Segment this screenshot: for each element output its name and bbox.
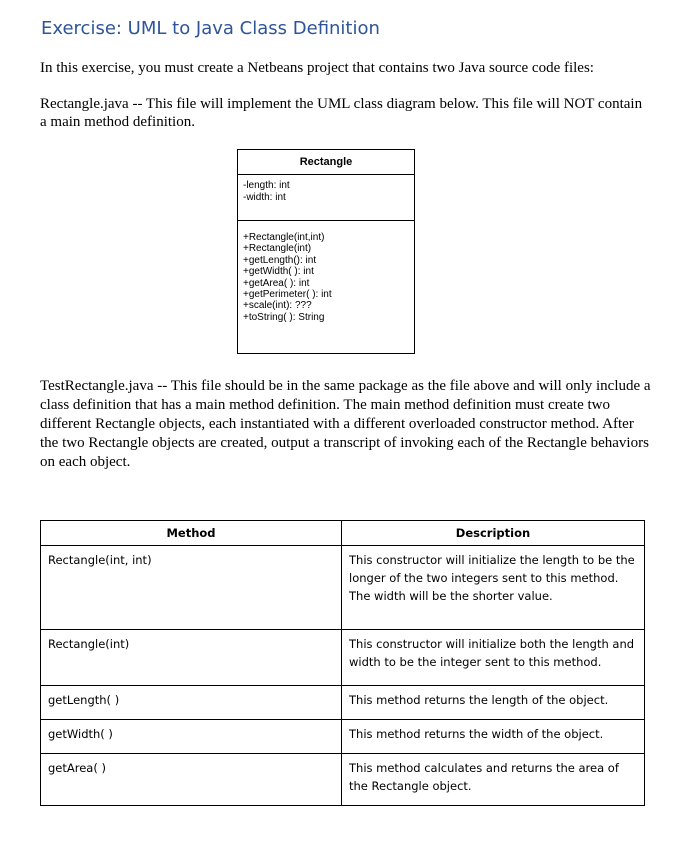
description-cell xyxy=(342,720,645,754)
method-cell: Rectangle(int, int) xyxy=(41,546,342,630)
uml-method: +getLength(): int xyxy=(243,254,317,266)
uml-method: +toString( ): String xyxy=(243,311,325,323)
table-row xyxy=(41,686,645,720)
header-description: Description xyxy=(342,521,645,546)
table-header-row xyxy=(41,521,645,546)
description-line: This method returns the width of the object. xyxy=(349,727,604,741)
uml-class-name: Rectangle xyxy=(238,150,414,175)
uml-method: +getArea( ): int xyxy=(243,277,310,289)
table-row xyxy=(41,720,645,754)
rectangle-java-paragraph: Rectangle.java -- This file will implement the UML class diagram below. This file will NOT contain a main method definition. xyxy=(40,96,643,130)
uml-class-diagram xyxy=(237,149,415,354)
uml-method: +getPerimeter( ): int xyxy=(243,289,332,301)
table-row xyxy=(41,754,645,806)
method-cell: getArea( ) xyxy=(41,754,342,806)
description-cell xyxy=(342,630,645,686)
methods-table xyxy=(40,520,645,806)
uml-method: +Rectangle(int) xyxy=(243,243,312,255)
header-method: Method xyxy=(41,521,342,546)
method-cell: getLength( ) xyxy=(41,686,342,720)
page-title: Exercise: UML to Java Class Definition xyxy=(41,18,380,39)
uml-method: +scale(int): ??? xyxy=(243,300,312,312)
description-cell xyxy=(342,686,645,720)
test-rectangle-paragraph: TestRectangle.java -- This file should be in the same package as the file above and will only include a class definition that has a main method definition. The main method definition must create two different Rectangle objects, each instantiated with a different overloaded constructor method. After the two Rectangle objects are created, output a transcript of invoking each of the Rectangle behaviors on each object. xyxy=(40,378,651,470)
description-cell xyxy=(342,754,645,806)
description-line: This constructor will initialize the length to be the longer of the two integers sent to this method. xyxy=(349,553,635,585)
description-line: This method calculates and returns the area of the Rectangle object. xyxy=(349,761,619,793)
uml-attributes xyxy=(238,175,414,221)
uml-method: +Rectangle(int,int) xyxy=(243,232,325,243)
description-cell xyxy=(342,546,645,630)
uml-attribute: -length: int xyxy=(243,180,290,191)
uml-methods xyxy=(238,221,414,323)
table-row xyxy=(41,630,645,686)
description-line: This method returns the length of the object. xyxy=(349,693,609,707)
description-line: This constructor will initialize both the length and width to be the integer sent to this method. xyxy=(349,637,635,669)
method-cell: Rectangle(int) xyxy=(41,630,342,686)
method-cell: getWidth( ) xyxy=(41,720,342,754)
description-line: The width will be the shorter value. xyxy=(349,589,553,603)
uml-attribute: -width: int xyxy=(243,192,286,203)
uml-method: +getWidth( ): int xyxy=(243,266,314,278)
table-row xyxy=(41,546,645,630)
intro-paragraph: In this exercise, you must create a Netbeans project that contains two Java source code files: xyxy=(40,60,594,76)
